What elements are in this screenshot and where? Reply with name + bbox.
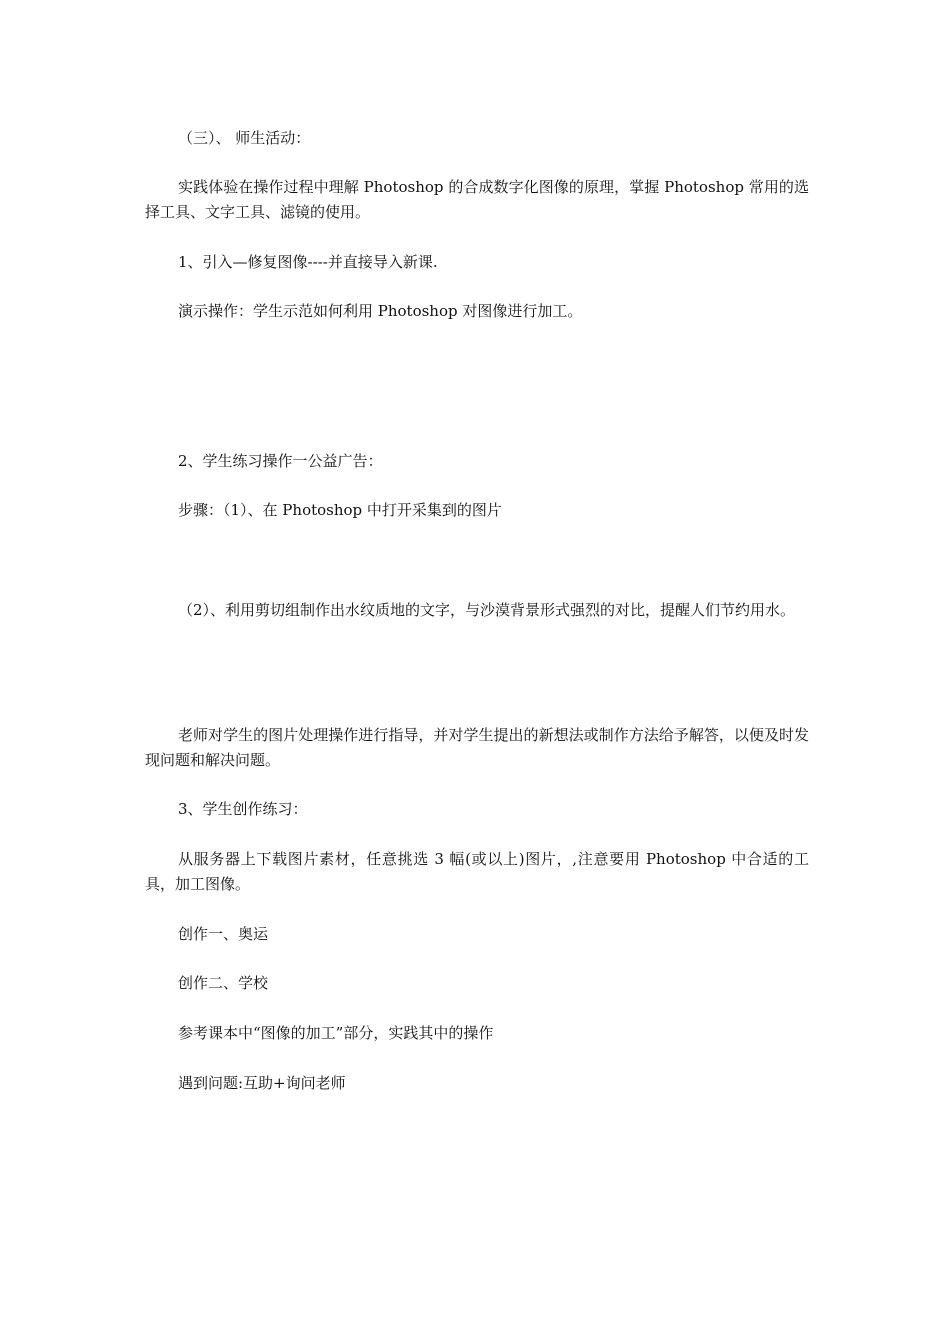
step-1-heading: 1、引入—修复图像----并直接导入新课. bbox=[178, 253, 438, 271]
creation-1-item: 创作一、奥运 bbox=[178, 925, 269, 943]
help-paragraph: 遇到问题:互助+询问老师 bbox=[178, 1074, 346, 1092]
demo-paragraph: 演示操作：学生示范如何利用 Photoshop 对图像进行加工。 bbox=[178, 302, 583, 320]
reference-paragraph: 参考课本中“图像的加工”部分，实践其中的操作 bbox=[178, 1024, 494, 1042]
creation-2-item: 创作二、学校 bbox=[178, 974, 269, 992]
intro-paragraph: 实践体验在操作过程中理解 Photoshop 的合成数字化图像的原理，掌握 Photoshop 常用的选择工具、文字工具、滤镜的使用。 bbox=[145, 178, 809, 221]
guidance-paragraph: 老师对学生的图片处理操作进行指导，并对学生提出的新想法或制作方法给予解答，以便及时发现问题和解决问题。 bbox=[145, 726, 809, 769]
download-paragraph: 从服务器上下载图片素材，任意挑选 3 幅(或以上)图片，,注意要用 Photoshop 中合适的工具，加工图像。 bbox=[145, 850, 809, 893]
step-3-heading: 3、学生创作练习： bbox=[178, 800, 308, 818]
step-2-detail-paragraph: （2）、利用剪切组制作出水纹质地的文字，与沙漠背景形式强烈的对比，提醒人们节约用水。 bbox=[178, 601, 796, 619]
step-2-heading: 2、学生练习操作一公益广告： bbox=[178, 452, 383, 470]
steps-paragraph: 步骤：（1）、在 Photoshop 中打开采集到的图片 bbox=[178, 501, 502, 519]
section-heading: （三）、 师生活动： bbox=[178, 129, 311, 147]
